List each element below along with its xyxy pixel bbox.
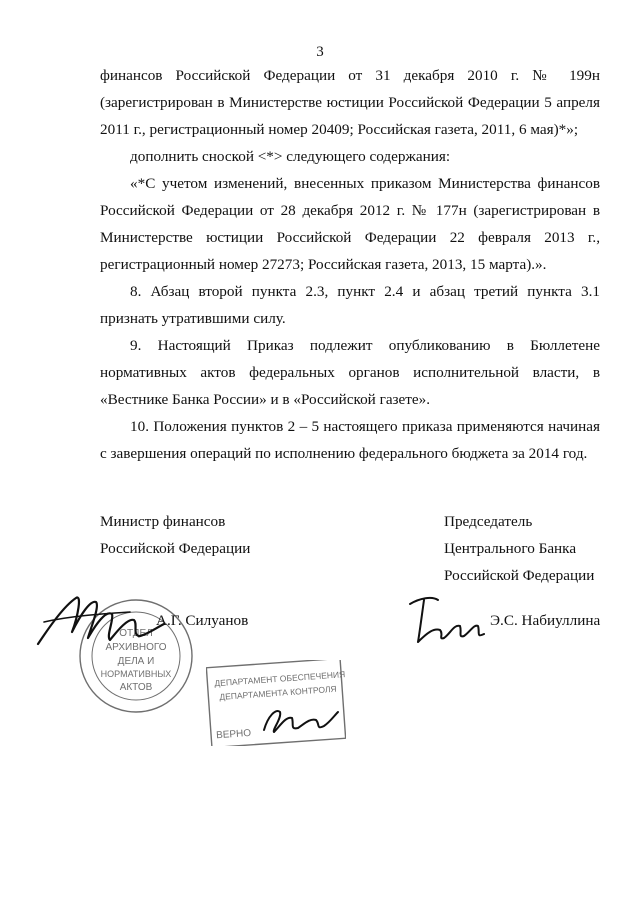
signatory-right-line2: Центрального Банка [444,540,577,557]
signature-right [404,592,494,648]
round-stamp-line1: ОТДЕЛ [119,628,153,639]
rect-stamp-line1: ДЕПАРТАМЕНТ ОБЕСПЕЧЕНИЯ [214,669,346,689]
paragraph-item-10: 10. Положения пунктов 2 – 5 настоящего приказа применяются начиная с завершения операций по исполнению федерального бюджета за 2014 год. [100,418,600,462]
paragraph-footnote-intro: дополнить сноской <*> следующего содержания: [130,148,451,165]
signatory-right-title [444,508,594,589]
signatory-left-line2: Российской Федерации [100,540,251,557]
signatory-right-line1: Председатель [444,513,533,530]
round-stamp-line3: ДЕЛА И [117,656,155,667]
signatory-left-title [100,508,250,562]
signatory-left-name: А.Г. Силуанов [156,612,249,629]
signatory-left-line1: Министр финансов [100,513,226,530]
page-number: 3 [316,44,324,60]
signatory-right-line3: Российской Федерации [444,567,595,584]
paragraph-continuation: финансов Российской Федерации от 31 декабря 2010 г. № 199н (зарегистрирован в Министерстве юстиции Российской Федерации 5 апреля 2011 г., регистрационный номер 20409; Российская газета, 2011, 6 мая)*»; [100,67,600,138]
paragraph-item-9: 9. Настоящий Приказ подлежит опубликованию в Бюллетене нормативных актов федеральных органов исполнительной власти, в «Вестнике Банка России» и в «Российской газете». [100,337,600,408]
signature-left [30,586,170,656]
rectangular-stamp [206,660,346,746]
paragraph-footnote-text: «*С учетом изменений, внесенных приказом Министерства финансов Российской Федерации от 28 декабря 2012 г. № 177н (зарегистрирован в Министерстве юстиции Российской Федерации 22 февраля 2013 г., регистрационный номер 27273; Российская газета, 2013, 15 марта).». [100,175,600,273]
rect-stamp-line2: ДЕПАРТАМЕНТА КОНТРОЛЯ [219,683,337,702]
signatory-right-name: Э.С. Набиуллина [490,612,601,629]
paragraph-item-8: 8. Абзац второй пункта 2.3, пункт 2.4 и абзац третий пункта 3.1 признать утратившими силу. [100,283,600,327]
document-body [100,62,600,467]
round-stamp-line5: АКТОВ [119,682,153,693]
rect-stamp-line3: ВЕРНО [215,727,252,742]
round-stamp-line4: НОРМАТИВНЫХ [100,669,172,679]
round-stamp-line2: АРХИВНОГО [105,642,167,653]
